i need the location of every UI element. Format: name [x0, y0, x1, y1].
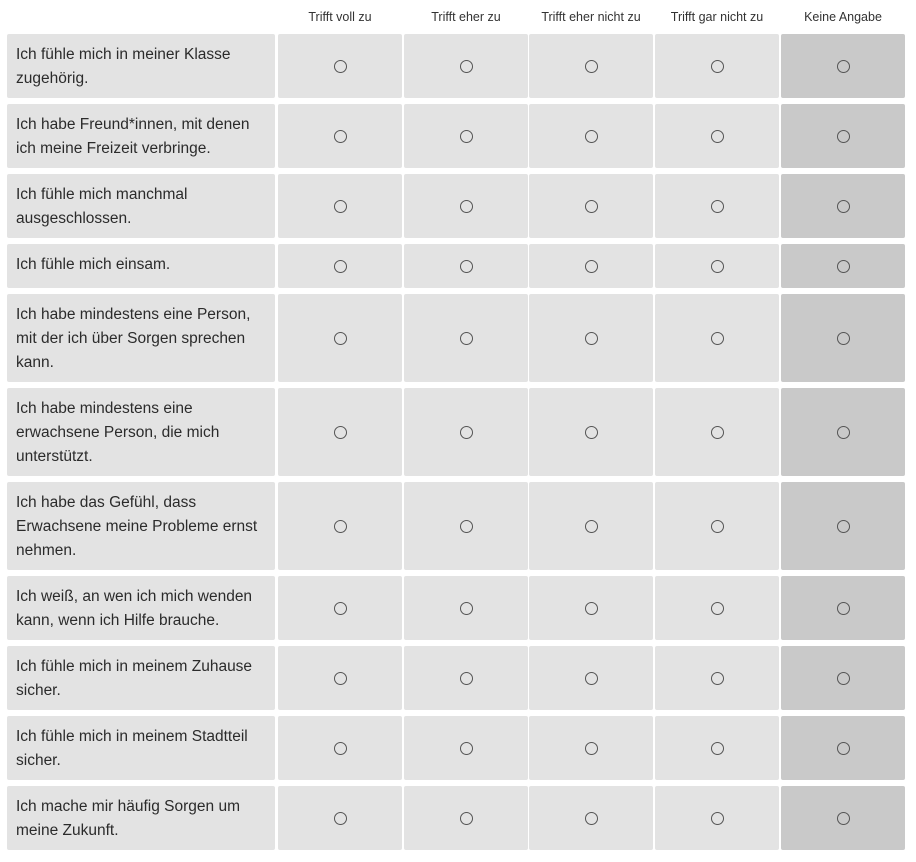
radio-button-trifft-eher-nicht-zu[interactable] [585, 742, 598, 755]
question-row [0, 786, 916, 850]
column-header-trifft-eher-nicht-zu: Trifft eher nicht zu [541, 10, 641, 24]
column-header-keine-angabe: Keine Angabe [804, 10, 882, 24]
option-cell-trifft-gar-nicht-zu[interactable] [655, 388, 779, 476]
radio-button-trifft-eher-nicht-zu[interactable] [585, 520, 598, 533]
radio-button-trifft-eher-zu[interactable] [460, 672, 473, 685]
radio-button-trifft-gar-nicht-zu[interactable] [711, 520, 724, 533]
radio-button-keine-angabe[interactable] [837, 812, 850, 825]
option-cell-trifft-eher-zu[interactable] [404, 294, 528, 382]
option-cell-trifft-gar-nicht-zu[interactable] [655, 294, 779, 382]
option-cell-keine-angabe[interactable] [781, 576, 905, 640]
option-cell-keine-angabe[interactable] [781, 294, 905, 382]
option-cell-trifft-voll-zu[interactable] [278, 104, 402, 168]
radio-button-trifft-voll-zu[interactable] [334, 200, 347, 213]
radio-button-trifft-gar-nicht-zu[interactable] [711, 60, 724, 73]
radio-button-trifft-eher-zu[interactable] [460, 60, 473, 73]
radio-button-keine-angabe[interactable] [837, 602, 850, 615]
option-cell-trifft-gar-nicht-zu[interactable] [655, 482, 779, 570]
option-cell-trifft-eher-zu[interactable] [404, 388, 528, 476]
option-cell-trifft-eher-nicht-zu[interactable] [529, 482, 653, 570]
radio-button-trifft-eher-nicht-zu[interactable] [585, 332, 598, 345]
option-cell-trifft-gar-nicht-zu[interactable] [655, 716, 779, 780]
question-row [0, 576, 916, 640]
option-cell-trifft-voll-zu[interactable] [278, 482, 402, 570]
question-row [0, 174, 916, 238]
option-cell-trifft-gar-nicht-zu[interactable] [655, 576, 779, 640]
radio-button-trifft-gar-nicht-zu[interactable] [711, 332, 724, 345]
option-cell-trifft-eher-zu[interactable] [404, 174, 528, 238]
option-cell-trifft-voll-zu[interactable] [278, 294, 402, 382]
radio-button-trifft-gar-nicht-zu[interactable] [711, 602, 724, 615]
radio-button-trifft-eher-nicht-zu[interactable] [585, 60, 598, 73]
radio-button-trifft-eher-nicht-zu[interactable] [585, 130, 598, 143]
radio-button-keine-angabe[interactable] [837, 260, 850, 273]
radio-button-trifft-gar-nicht-zu[interactable] [711, 742, 724, 755]
radio-button-trifft-gar-nicht-zu[interactable] [711, 260, 724, 273]
option-cell-trifft-eher-zu[interactable] [404, 716, 528, 780]
radio-button-trifft-voll-zu[interactable] [334, 672, 347, 685]
radio-button-trifft-eher-nicht-zu[interactable] [585, 200, 598, 213]
option-cell-trifft-voll-zu[interactable] [278, 34, 402, 98]
option-cell-trifft-voll-zu[interactable] [278, 716, 402, 780]
radio-button-trifft-gar-nicht-zu[interactable] [711, 812, 724, 825]
radio-button-keine-angabe[interactable] [837, 130, 850, 143]
radio-button-keine-angabe[interactable] [837, 520, 850, 533]
radio-button-trifft-voll-zu[interactable] [334, 602, 347, 615]
option-cell-trifft-eher-zu[interactable] [404, 786, 528, 850]
option-cell-trifft-eher-nicht-zu[interactable] [529, 104, 653, 168]
question-text: Ich habe das Gefühl, dass Erwachsene meine Probleme ernst nehmen. [7, 482, 275, 570]
option-cell-trifft-voll-zu[interactable] [278, 576, 402, 640]
question-text: Ich fühle mich manchmal ausgeschlossen. [7, 174, 275, 238]
option-cell-trifft-eher-nicht-zu[interactable] [529, 244, 653, 288]
option-cell-trifft-eher-nicht-zu[interactable] [529, 716, 653, 780]
option-cell-trifft-eher-nicht-zu[interactable] [529, 786, 653, 850]
radio-button-keine-angabe[interactable] [837, 742, 850, 755]
option-cell-trifft-eher-nicht-zu[interactable] [529, 388, 653, 476]
question-text: Ich fühle mich in meinem Zuhause sicher. [7, 646, 275, 710]
option-cell-trifft-eher-zu[interactable] [404, 244, 528, 288]
radio-button-trifft-eher-zu[interactable] [460, 602, 473, 615]
question-row [0, 244, 916, 288]
radio-button-trifft-eher-zu[interactable] [460, 260, 473, 273]
radio-button-trifft-gar-nicht-zu[interactable] [711, 130, 724, 143]
question-row [0, 716, 916, 780]
radio-button-trifft-eher-nicht-zu[interactable] [585, 260, 598, 273]
question-text: Ich mache mir häufig Sorgen um meine Zukunft. [7, 786, 275, 850]
option-cell-keine-angabe[interactable] [781, 34, 905, 98]
radio-button-trifft-eher-nicht-zu[interactable] [585, 426, 598, 439]
option-cell-keine-angabe[interactable] [781, 482, 905, 570]
option-cell-trifft-voll-zu[interactable] [278, 244, 402, 288]
option-cell-trifft-eher-nicht-zu[interactable] [529, 34, 653, 98]
option-cell-keine-angabe[interactable] [781, 786, 905, 850]
option-cell-trifft-voll-zu[interactable] [278, 388, 402, 476]
option-cell-trifft-eher-zu[interactable] [404, 34, 528, 98]
question-row [0, 104, 916, 168]
option-cell-trifft-gar-nicht-zu[interactable] [655, 786, 779, 850]
option-cell-trifft-eher-zu[interactable] [404, 646, 528, 710]
radio-button-trifft-gar-nicht-zu[interactable] [711, 200, 724, 213]
option-cell-trifft-voll-zu[interactable] [278, 786, 402, 850]
option-cell-trifft-voll-zu[interactable] [278, 174, 402, 238]
radio-button-keine-angabe[interactable] [837, 672, 850, 685]
radio-button-trifft-voll-zu[interactable] [334, 260, 347, 273]
option-cell-trifft-eher-zu[interactable] [404, 104, 528, 168]
radio-button-keine-angabe[interactable] [837, 200, 850, 213]
radio-button-trifft-voll-zu[interactable] [334, 332, 347, 345]
radio-button-trifft-voll-zu[interactable] [334, 130, 347, 143]
option-cell-keine-angabe[interactable] [781, 244, 905, 288]
option-cell-trifft-eher-nicht-zu[interactable] [529, 576, 653, 640]
radio-button-trifft-eher-zu[interactable] [460, 332, 473, 345]
option-cell-trifft-eher-zu[interactable] [404, 482, 528, 570]
radio-button-keine-angabe[interactable] [837, 332, 850, 345]
radio-button-trifft-voll-zu[interactable] [334, 60, 347, 73]
column-header-trifft-voll-zu: Trifft voll zu [308, 10, 372, 24]
question-row [0, 294, 916, 382]
question-text: Ich fühle mich in meiner Klasse zugehörig. [7, 34, 275, 98]
option-cell-keine-angabe[interactable] [781, 716, 905, 780]
radio-button-trifft-voll-zu[interactable] [334, 426, 347, 439]
option-cell-trifft-voll-zu[interactable] [278, 646, 402, 710]
radio-button-trifft-eher-nicht-zu[interactable] [585, 602, 598, 615]
radio-button-trifft-eher-zu[interactable] [460, 426, 473, 439]
radio-button-keine-angabe[interactable] [837, 60, 850, 73]
radio-button-trifft-voll-zu[interactable] [334, 812, 347, 825]
column-header-trifft-gar-nicht-zu: Trifft gar nicht zu [670, 10, 764, 24]
option-cell-trifft-eher-nicht-zu[interactable] [529, 174, 653, 238]
question-text: Ich habe mindestens eine Person, mit der ich über Sorgen sprechen kann. [7, 294, 275, 382]
option-cell-trifft-gar-nicht-zu[interactable] [655, 34, 779, 98]
column-header-trifft-eher-zu: Trifft eher zu [431, 10, 501, 24]
question-row [0, 34, 916, 98]
option-cell-trifft-eher-zu[interactable] [404, 576, 528, 640]
option-cell-trifft-gar-nicht-zu[interactable] [655, 244, 779, 288]
question-text: Ich fühle mich einsam. [7, 244, 275, 288]
question-row [0, 646, 916, 710]
radio-button-trifft-gar-nicht-zu[interactable] [711, 426, 724, 439]
radio-button-trifft-eher-zu[interactable] [460, 812, 473, 825]
question-text: Ich habe mindestens eine erwachsene Person, die mich unterstützt. [7, 388, 275, 476]
radio-button-trifft-gar-nicht-zu[interactable] [711, 672, 724, 685]
option-cell-trifft-gar-nicht-zu[interactable] [655, 104, 779, 168]
radio-button-keine-angabe[interactable] [837, 426, 850, 439]
option-cell-keine-angabe[interactable] [781, 388, 905, 476]
radio-button-trifft-voll-zu[interactable] [334, 520, 347, 533]
option-cell-keine-angabe[interactable] [781, 646, 905, 710]
radio-button-trifft-eher-zu[interactable] [460, 200, 473, 213]
question-text: Ich fühle mich in meinem Stadtteil sicher. [7, 716, 275, 780]
radio-button-trifft-eher-nicht-zu[interactable] [585, 812, 598, 825]
option-cell-trifft-eher-nicht-zu[interactable] [529, 646, 653, 710]
option-cell-keine-angabe[interactable] [781, 174, 905, 238]
radio-button-trifft-eher-nicht-zu[interactable] [585, 672, 598, 685]
radio-button-trifft-voll-zu[interactable] [334, 742, 347, 755]
option-cell-trifft-eher-nicht-zu[interactable] [529, 294, 653, 382]
radio-button-trifft-eher-zu[interactable] [460, 130, 473, 143]
option-cell-trifft-gar-nicht-zu[interactable] [655, 174, 779, 238]
option-cell-trifft-gar-nicht-zu[interactable] [655, 646, 779, 710]
option-cell-keine-angabe[interactable] [781, 104, 905, 168]
question-row [0, 388, 916, 476]
radio-button-trifft-eher-zu[interactable] [460, 742, 473, 755]
question-text: Ich weiß, an wen ich mich wenden kann, wenn ich Hilfe brauche. [7, 576, 275, 640]
question-text: Ich habe Freund*innen, mit denen ich meine Freizeit verbringe. [7, 104, 275, 168]
question-row [0, 482, 916, 570]
radio-button-trifft-eher-zu[interactable] [460, 520, 473, 533]
